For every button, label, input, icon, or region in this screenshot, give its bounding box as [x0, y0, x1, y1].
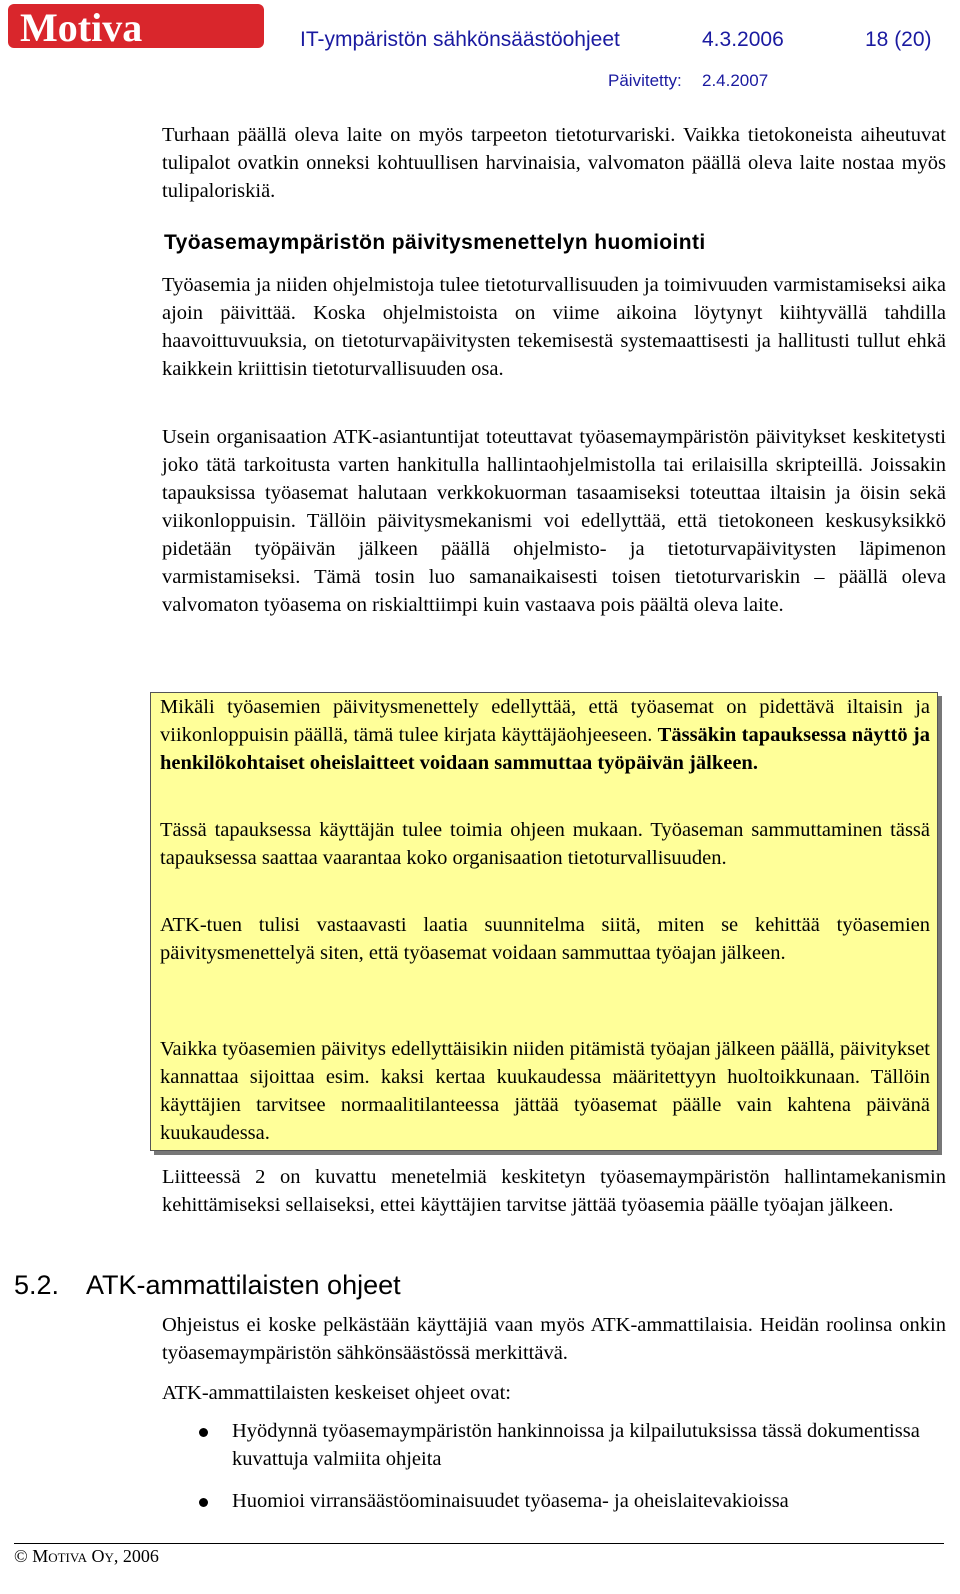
para4-block: [162, 1311, 946, 1367]
box-p1-bold: Tässäkin tapauksessa näyttö ja henkilökohtaiset oheislaitteet voidaan sammuttaa työpäivän jälkeen.: [160, 724, 931, 774]
intro-block: [162, 121, 946, 205]
paragraph-5: ATK-ammattilaisten keskeiset ohjeet ovat:: [162, 1382, 511, 1404]
bullet-icon: [199, 1428, 208, 1437]
footer-company: Motiva Oy: [32, 1546, 114, 1566]
copyright-symbol: ©: [14, 1546, 28, 1566]
doc-date: 4.3.2006: [702, 28, 784, 51]
highlight-box: [150, 692, 938, 1151]
section-number: 5.2.: [14, 1270, 60, 1300]
paragraph-3: Liitteessä 2 on kuvattu menetelmiä keskitetyn työasemaympäristön hallintamekanismin kehittämiseksi sellaiseksi, ettei käyttäjien tarvitse jättää työasemia päälle työajan jälkeen.: [162, 1166, 946, 1216]
logo-text: Motiva: [20, 5, 143, 48]
page-number: 18 (20): [865, 28, 932, 51]
para3-block: [162, 1163, 946, 1219]
box-paragraph-3: ATK-tuen tulisi vastaavasti laatia suunnitelma siitä, miten se kehittää työasemien päivitysmenettelyä siten, että työasemat voidaan sammuttaa työajan jälkeen.: [160, 914, 930, 964]
box-paragraph-4: Vaikka työasemien päivitys edellyttäisikin niiden pitämistä työajan jälkeen päällä, päivitykset kannattaa sijoittaa esim. kaksi kertaa kuukaudessa määritettyyn huoltoikkunaan. Tällöin käyttäjien tarvitsee normaalitilanteessa jättää työasemat päälle vain kahtena päivänä kuukaudessa.: [160, 1038, 930, 1144]
box-p1-normal: Mikäli työasemien päivitysmenettely edellyttää, että työasemat on pidettävä iltaisin ja viikonloppuisin päällä, tämä tulee kirjata käyttäjäohjeeseen.: [160, 696, 930, 746]
subheading: Työasemaympäristön päivitysmenettelyn huomiointi: [164, 231, 706, 254]
section-heading: [14, 1270, 401, 1301]
list-item: [162, 1417, 942, 1473]
doc-title: IT-ympäristön sähkönsäästöohjeet: [300, 28, 620, 51]
para2-block: [162, 423, 946, 619]
guideline-list: [162, 1417, 942, 1515]
footer: [14, 1546, 159, 1567]
list-item-text: Huomioi virransäästöominaisuudet työasema- ja oheislaitevakioissa: [232, 1490, 789, 1512]
updated-date: 2.4.2007: [702, 71, 769, 90]
paragraph-1: Työasemia ja niiden ohjelmistoja tulee tietoturvallisuuden ja toimivuuden varmistamiseksi aika ajoin päivittää. Koska ohjelmistoista on viime aikoina löytynyt kiihtyvällä tahdilla haavoittuvuuksia, on tietoturvapäivitysten tekemisestä systemaattisesti ja hallitusti tullut ehkä kaikkein kriittisin tietoturvallisuuden osa.: [162, 274, 946, 380]
footer-year: , 2006: [113, 1546, 159, 1566]
section-title: ATK-ammattilaisten ohjeet: [86, 1270, 401, 1300]
motiva-logo: [8, 4, 264, 48]
intro-paragraph: Turhaan päällä oleva laite on myös tarpeeton tietoturvariski. Vaikka tietokoneista aiheutuvat tulipalot ovatkin onneksi kohtuullisen harvinaisia, valvomaton päällä oleva laite nostaa myös tulipaloriskiä.: [162, 124, 946, 202]
bullet-icon: [199, 1498, 208, 1507]
footer-divider: [14, 1543, 944, 1544]
updated-label: Päivitetty:: [608, 71, 682, 90]
box-paragraph-2: Tässä tapauksessa käyttäjän tulee toimia ohjeen mukaan. Työaseman sammuttaminen tässä tapauksessa saattaa vaarantaa koko organisaation tietoturvallisuuden.: [160, 819, 930, 869]
para5-block: [162, 1379, 946, 1407]
box-paragraph-1: [160, 693, 930, 777]
para1-block: [162, 271, 946, 383]
list-item: [162, 1487, 942, 1515]
paragraph-2: Usein organisaation ATK-asiantuntijat toteuttavat työasemaympäristön päivitykset keskitetysti joko tätä tarkoitusta varten hankitulla hallintaohjelmistolla tai erilaisilla skripteillä. Joissakin tapauksissa työasemat halutaan verkkokuorman tasaamiseksi toteuttaa iltaisin ja öisin sekä viikonloppuisin. Tällöin päivitysmekanismi voi edellyttää, että tietokoneen keskusyksikkö pidetään työpäivän jälkeen päällä ohjelmisto- ja tietoturvapäivitysten läpimenon varmistamiseksi. Tämä tosin luo samanaikaisesti toisen tietoturvariskin – päällä oleva valvomaton työasema on riskialttiimpi kuin vastaava pois päältä oleva laite.: [162, 426, 946, 616]
paragraph-4: Ohjeistus ei koske pelkästään käyttäjiä vaan myös ATK-ammattilaisia. Heidän roolinsa onkin työasemaympäristön sähkönsäästössä merkittävä.: [162, 1314, 946, 1364]
list-item-text: Hyödynnä työasemaympäristön hankinnoissa ja kilpailutuksissa tässä dokumentissa kuvattuja valmiita ohjeita: [232, 1420, 920, 1470]
